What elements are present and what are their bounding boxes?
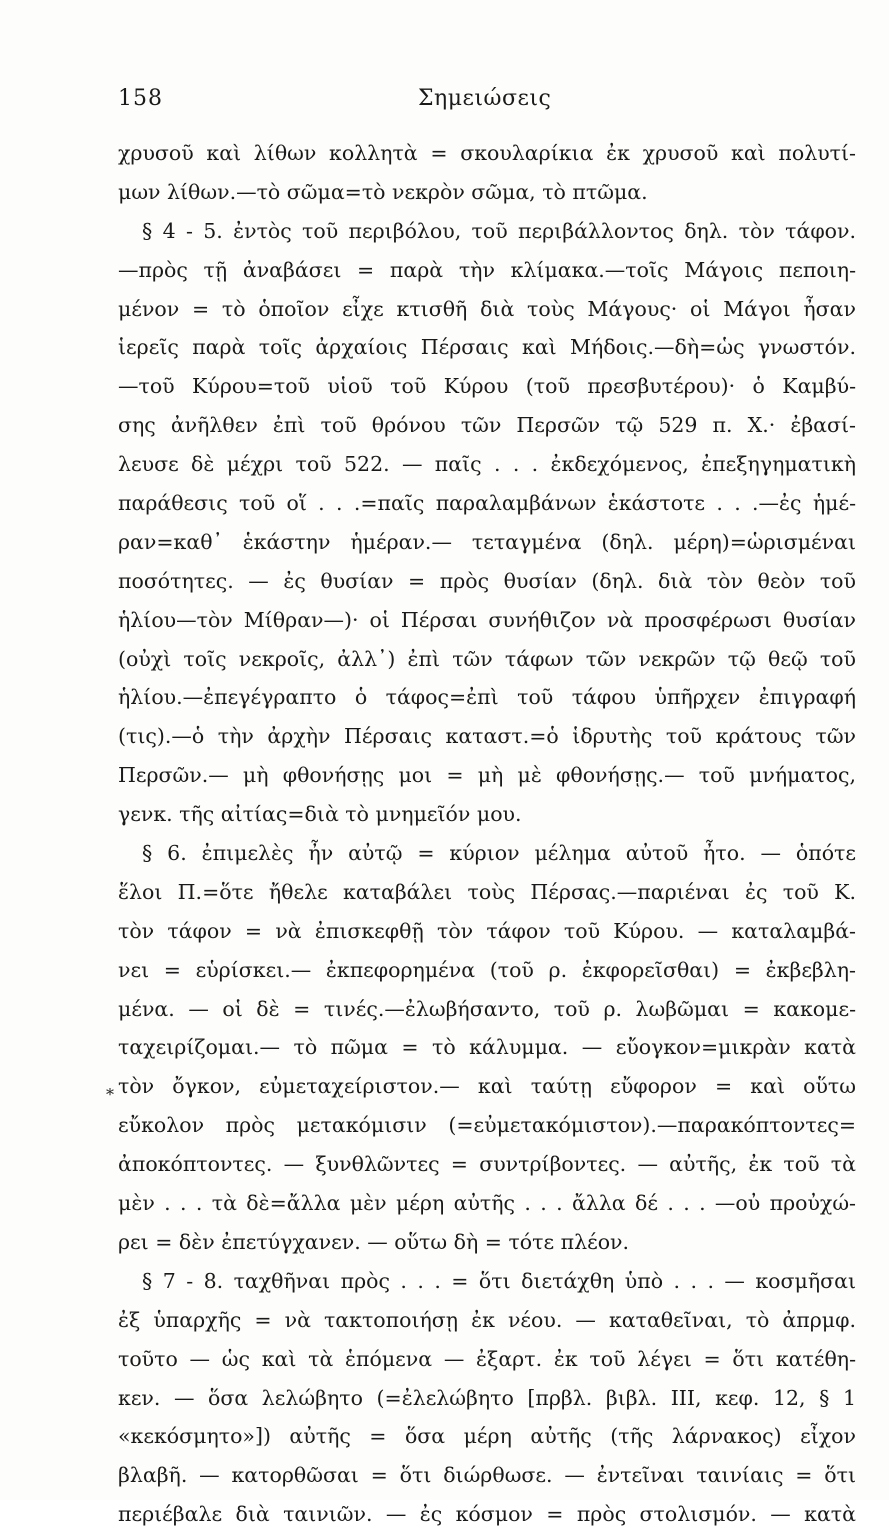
margin-asterisk: *: [106, 1085, 114, 1104]
text-line: (τις).—ὁ τὴν ἀρχὴν Πέρσαις καταστ.=ὁ ἱδρυτὴς τοῦ κράτους τῶν: [118, 724, 856, 749]
text-line: μων λίθων.—τὸ σῶμα=τὸ νεκρὸν σῶμα, τὸ πτῶμα.: [118, 179, 648, 204]
text-line: —πρὸς τῇ ἀναβάσει = παρὰ τὴν κλίμακα.—τοῖς Μάγοις πεποιη-: [118, 257, 856, 282]
text-line: (οὐχὶ τοῖς νεκροῖς, ἀλλ᾽) ἐπὶ τῶν τάφων τῶν νεκρῶν τῷ θεῷ τοῦ: [118, 646, 856, 671]
text-line: ἡλίου.—ἐπεγέγραπτο ὁ τάφος=ἐπὶ τοῦ τάφου ὑπῆρχεν ἐπιγραφή: [118, 685, 856, 710]
text-line: ρει = δὲν ἐπετύγχανεν. — οὕτω δὴ = τότε πλέον.: [118, 1229, 630, 1254]
text-line: βλαβῆ. — κατορθῶσαι = ὅτι διώρθωσε. — ἐντεῖναι ταινίαις = ὅτι: [118, 1463, 856, 1488]
notes-body: [118, 134, 856, 1534]
text-line: σης ἀνῆλθεν ἐπὶ τοῦ θρόνου τῶν Περσῶν τῷ 529 π. Χ.· ἐβασί-: [118, 413, 856, 438]
text-line: τὸν ὄγκον, εὐμεταχείριστον.— καὶ ταύτῃ εὔφορον = καὶ οὕτω: [118, 1074, 856, 1099]
text-line: ἡλίου—τὸν Μίθραν—)· οἱ Πέρσαι συνήθιζον νὰ προσφέρωσι θυσίαν: [118, 607, 856, 632]
page-number: 158: [118, 86, 163, 111]
text-line: «κεκόσμητο»]) αὐτῆς = ὅσα μέρη αὐτῆς (τῆς λάρνακος) εἶχον: [118, 1424, 856, 1449]
text-line: κεν. — ὅσα λελώβητο (=ἐλελώβητο [πρβλ. βιβλ. III, κεφ. 12, § 1: [118, 1385, 856, 1410]
text-line: τὸν τάφον = νὰ ἐπισκεφθῇ τὸν τάφον τοῦ Κύρου. — καταλαμβά-: [118, 918, 856, 943]
text-line: § 6. ἐπιμελὲς ἦν αὐτῷ = κύριον μέλημα αὐτοῦ ἦτο. — ὁπότε: [142, 841, 856, 866]
text-line: μένα. — οἱ δὲ = τινές.—ἐλωβήσαντο, τοῦ ρ. λωβῶμαι = κακομε-: [118, 996, 856, 1021]
text-line: —τοῦ Κύρου=τοῦ υἱοῦ τοῦ Κύρου (τοῦ πρεσβυτέρου)· ὁ Καμβύ-: [118, 374, 856, 399]
text-line: λευσε δὲ μέχρι τοῦ 522. — παῖς . . . ἐκδεχόμενος, ἐπεξηγηματικὴ: [118, 452, 856, 477]
text-line: ποσότητες. — ἐς θυσίαν = πρὸς θυσίαν (δηλ. διὰ τὸν θεὸν τοῦ: [118, 568, 856, 593]
text-line: ἱερεῖς παρὰ τοῖς ἀρχαίοις Πέρσαις καὶ Μήδοις.—δὴ=ὡς γνωστόν.: [118, 335, 856, 360]
running-head: Σημειώσεις: [418, 86, 552, 111]
text-line: περιέβαλε διὰ ταινιῶν. — ἐς κόσμον = πρὸς στολισμόν. — κατὰ: [118, 1502, 856, 1527]
text-line: ἀποκόπτοντες. — ξυνθλῶντες = συντρίβοντες. — αὐτῆς, ἐκ τοῦ τὰ: [118, 1152, 856, 1177]
text-line: εὔκολον πρὸς μετακόμισιν (=εὐμετακόμιστον).—παρακόπτοντες=: [118, 1113, 856, 1138]
text-line: ταχειρίζομαι.— τὸ πῶμα = τὸ κάλυμμα. — εὔογκον=μικρὰν κατὰ: [118, 1035, 856, 1060]
text-line: μένον = τὸ ὁποῖον εἶχε κτισθῆ διὰ τοὺς Μάγους· οἱ Μάγοι ἦσαν: [118, 296, 856, 321]
text-line: νει = εὑρίσκει.— ἐκπεφορημένα (τοῦ ρ. ἐκφορεῖσθαι) = ἐκβεβλη-: [118, 957, 856, 982]
text-line: παράθεσις τοῦ οἵ . . .=παῖς παραλαμβάνων ἑκάστοτε . . .—ἐς ἡμέ-: [118, 491, 856, 516]
text-line: § 4 - 5. ἐντὸς τοῦ περιβόλου, τοῦ περιβάλλοντος δηλ. τὸν τάφον.: [142, 218, 856, 243]
text-line: χρυσοῦ καὶ λίθων κολλητὰ = σκουλαρίκια ἐκ χρυσοῦ καὶ πολυτί-: [118, 141, 856, 165]
text-line: ἕλοι Π.=ὅτε ἤθελε καταβάλει τοὺς Πέρσας.—παριέναι ἐς τοῦ Κ.: [118, 879, 856, 904]
page-header: [118, 86, 853, 116]
text-line: ἐξ ὑπαρχῆς = νὰ τακτοποιήσῃ ἐκ νέου. — καταθεῖναι, τὸ ἀπρμφ.: [118, 1307, 856, 1332]
text-line: ραν=καθ᾽ ἑκάστην ἡμέραν.— τεταγμένα (δηλ. μέρη)=ὡρισμέναι: [118, 529, 856, 554]
text-line: γενκ. τῆς αἰτίας=διὰ τὸ μνημεῖόν μου.: [118, 802, 522, 827]
text-line: τοῦτο — ὡς καὶ τὰ ἑπόμενα — ἐξαρτ. ἐκ τοῦ λέγει = ὅτι κατέθη-: [118, 1346, 856, 1371]
text-line: μὲν . . . τὰ δὲ=ἄλλα μὲν μέρη αὐτῆς . . . ἄλλα δέ . . . —οὐ προὐχώ-: [118, 1191, 856, 1216]
text-line: Περσῶν.— μὴ φθονήσῃς μοι = μὴ μὲ φθονήσῃς.— τοῦ μνήματος,: [118, 763, 856, 788]
text-line: § 7 - 8. ταχθῆναι πρὸς . . . = ὅτι διετάχθη ὑπὸ . . . — κοσμῆσαι: [142, 1268, 856, 1293]
